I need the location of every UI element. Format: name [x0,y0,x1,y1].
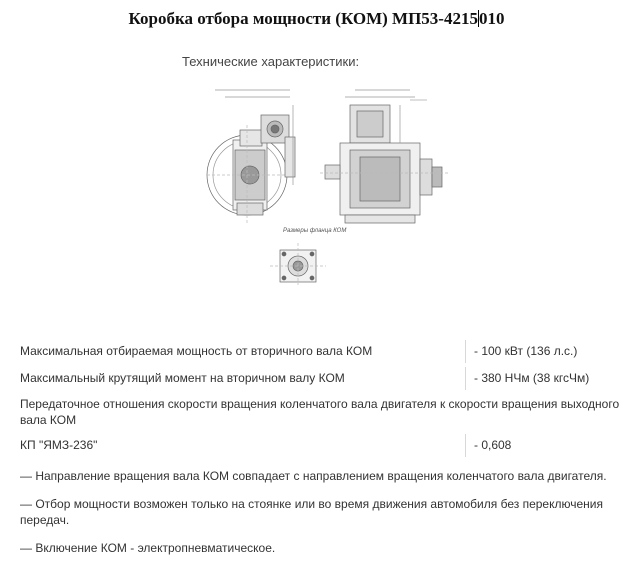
spec-value: - 380 НЧм (38 кгсЧм) [474,371,590,385]
spec-value: - 100 кВт (136 л.с.) [474,344,578,358]
front-view-drawing [207,90,295,225]
title-main: Коробка отбора мощности (КОМ) МП53-4215 [128,9,478,28]
gearbox-label: КП "ЯМЗ-236" [20,438,98,452]
note-pto-usage: — Отбор мощности возможен только на стоянке или во время движения автомобиля без переключения передач. [20,497,603,527]
ratio-description: Передаточное отношения скорости вращения коленчатого вала двигателя к скорости вращения выходного вала КОМ [20,397,620,427]
flange-caption: Размеры фланца КОМ [283,228,347,234]
spec-row-torque [18,365,630,392]
title-suffix: 010 [478,9,505,28]
column-divider [465,434,466,457]
note-rotation: — Направление вращения вала КОМ совпадает с направлением вращения коленчатого вала двигателя. [20,469,607,483]
technical-drawing [195,75,465,285]
flange-drawing [270,243,326,285]
column-divider [465,340,466,363]
side-view-drawing [320,90,450,223]
gearbox-value: - 0,608 [474,438,512,452]
column-divider [465,367,466,390]
spec-label: Максимальная отбираемая мощность от вторичного вала КОМ [20,344,373,358]
spec-table [18,338,630,556]
note-engagement: — Включение КОМ - электропневматическое. [20,541,276,555]
spec-row-gearbox [18,432,630,460]
spec-row-power [18,338,630,365]
page-title [0,9,633,29]
section-subtitle: Технические характеристики: [182,54,360,69]
spec-label: Максимальный крутящий момент на вторичном валу КОМ [20,371,345,385]
